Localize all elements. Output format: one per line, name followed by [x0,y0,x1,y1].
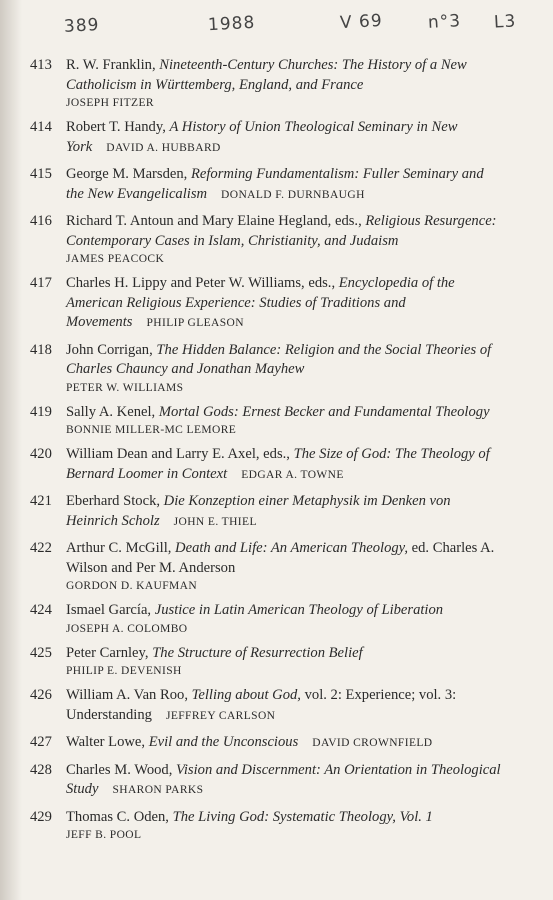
reviewer-name: JEFF B. POOL [66,829,142,841]
review-entry [30,274,502,334]
review-entry [30,644,502,680]
review-entry [30,165,502,205]
book-title: The Hidden Balance: Religion and the Social Theories of Charles Chauncy and Jonathan Mayhew [66,341,492,377]
reviewer-name: GORDON D. KAUFMAN [66,580,198,592]
page-number: 415 [30,166,52,182]
book-title: Death and Life: An American Theology, [175,540,408,556]
book-title: Religious Resurgence: Contemporary Cases in Islam, Christianity, and Judaism [66,213,497,249]
book-author: John Corrigan, [66,341,157,358]
book-title: Telling about God, [191,687,301,703]
page-number: 426 [30,687,52,703]
entry-text [66,445,502,485]
book-extra: ed. Charles A. Wilson and Per M. Anderson [66,540,495,576]
book-title: Reforming Fundamentalism: Fuller Seminary and the New Evangelicalism [66,166,484,202]
review-entry [30,341,502,396]
book-author: Arthur C. McGill, [66,540,176,556]
review-entry [30,56,502,111]
page-number: 429 [30,808,52,825]
book-title: The Size of God: The Theology of Bernard Loomer in Context [66,446,490,482]
entry-text [66,165,502,205]
reviewer-name: SHARON PARKS [112,784,204,796]
review-entry [30,445,502,485]
book-author: Robert T. Handy, [66,119,170,135]
review-entry [30,733,502,754]
book-author: William Dean and Larry E. Axel, eds., [66,446,294,462]
reviewer-name: EDGAR A. TOWNE [241,468,344,481]
book-author: Charles M. Wood, [66,761,177,778]
review-entry [30,118,502,158]
book-author: Peter Carnley, [66,644,153,661]
book-title: The Living God: Systematic Theology, Vol. 1 [172,808,433,825]
review-entry [30,686,502,726]
page-number: 422 [30,540,52,556]
review-entry [30,808,502,844]
page-number: 428 [30,761,52,778]
book-title: A History of Union Theological Seminary in New York [66,119,458,155]
book-author: George M. Marsden, [66,166,191,182]
reviewer-name: PHILIP GLEASON [146,317,244,329]
handwritten-note: 1988 [207,12,256,36]
reviewer-name: BONNIE MILLER-MC LEMORE [66,424,237,436]
book-extra: vol. 2: Experience; vol. 3: Understanding [66,687,457,723]
page-number: 427 [30,734,52,750]
book-title: Justice in Latin American Theology of Liberation [154,602,444,618]
reviewer-name: JEFFREY CARLSON [165,709,276,722]
book-author: William A. Van Roo, [66,687,192,703]
book-author: Thomas C. Oden, [66,808,173,825]
page-number: 414 [30,119,52,135]
handwritten-note: 389 [63,15,100,37]
reviewer-name: DONALD F. DURNBAUGH [221,188,365,201]
book-author: Charles H. Lippy and Peter W. Williams, eds., [66,275,339,291]
book-author: R. W. Franklin, [66,57,160,73]
reviewer-name: JOSEPH A. COLOMBO [66,622,188,635]
entry-text [66,212,502,267]
entry-text [66,686,502,726]
entry-text [66,341,502,396]
book-title: Nineteenth-Century Churches: The History of a New Catholicism in Württemberg, England, and France [66,57,467,93]
review-entry [30,601,502,637]
book-title: Mortal Gods: Ernest Becker and Fundamental Theology [158,403,490,420]
page-edge-shadow [0,0,22,900]
entry-text [66,601,502,637]
entry-text [66,274,502,334]
entry-text [66,733,502,754]
entry-text [66,118,502,158]
page-number: 413 [30,57,52,73]
book-title: Die Konzeption einer Metaphysik im Denken von Heinrich Scholz [66,493,451,529]
handwritten-note: n°3 [427,11,462,33]
review-entry [30,212,502,267]
handwritten-note: L3 [493,11,517,33]
reviewer-name: PETER W. WILLIAMS [66,381,184,394]
reviewer-name: JAMES PEACOCK [66,253,165,265]
book-title: Evil and the Unconscious [148,734,299,750]
book-review-list [30,56,502,850]
entry-text [66,56,502,111]
page-number: 421 [30,493,52,509]
page-number: 419 [30,403,52,420]
entry-text [66,492,502,532]
book-author: Eberhard Stock, [66,493,164,509]
review-entry [30,761,502,801]
reviewer-name: JOHN E. THIEL [173,515,257,528]
page-number: 416 [30,213,52,229]
book-title: Encyclopedia of the American Religious Experience: Studies of Traditions and Movements [66,275,455,330]
reviewer-name: JOSEPH FITZER [66,97,154,109]
page-number: 418 [30,341,52,358]
book-author: Walter Lowe, [66,734,149,750]
book-title: The Structure of Resurrection Belief [152,644,363,661]
page-number: 425 [30,644,52,661]
handwritten-annotation [0,12,553,52]
page-number: 424 [30,602,52,618]
page-number: 420 [30,446,52,462]
review-entry [30,539,502,594]
entry-text [66,403,502,439]
book-title: Vision and Discernment: An Orientation in Theological Study [66,761,501,797]
book-author: Richard T. Antoun and Mary Elaine Hegland, eds., [66,213,366,229]
book-author: Sally A. Kenel, [66,403,159,420]
handwritten-note: V 69 [339,10,384,34]
entry-text [66,644,502,680]
reviewer-name: DAVID CROWNFIELD [312,737,433,749]
reviewer-name: DAVID A. HUBBARD [106,141,221,154]
book-author: Ismael García, [66,602,155,618]
entry-text [66,808,502,844]
review-entry [30,403,502,439]
page-number: 417 [30,275,52,291]
entry-text [66,761,502,801]
review-entry [30,492,502,532]
reviewer-name: PHILIP E. DEVENISH [66,665,182,677]
entry-text [66,539,502,594]
